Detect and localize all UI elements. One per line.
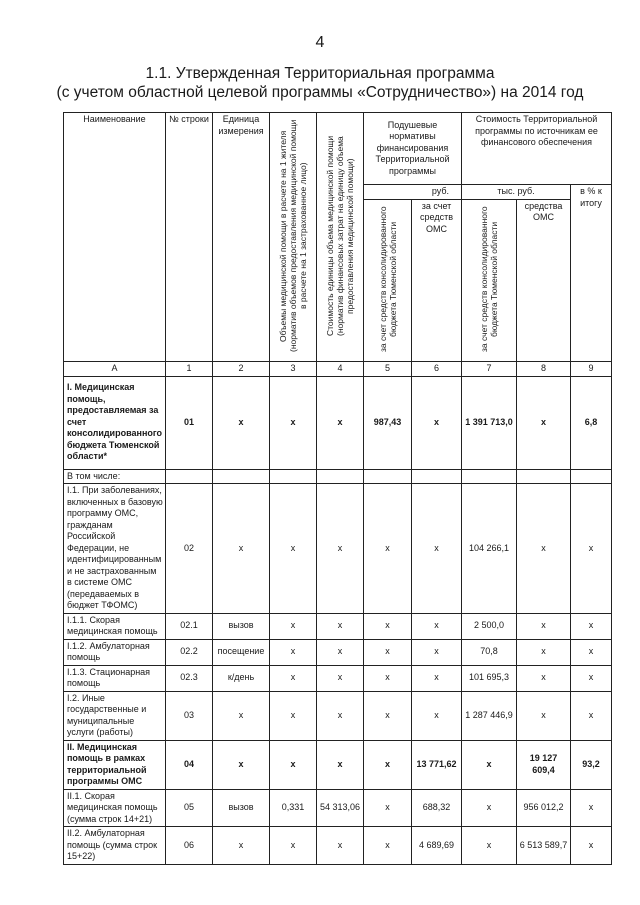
row-value-cell: вызов — [213, 613, 270, 639]
row-value-cell: 70,8 — [462, 639, 517, 665]
header-cost: Стоимость единицы объема медицинской помощи (норматив финансовых затрат на единицу объема предоставления медицинской помощи) — [317, 113, 364, 362]
column-numbers-row — [64, 362, 612, 377]
row-value-cell: х — [270, 827, 317, 865]
row-value-cell: х — [364, 691, 412, 740]
row-value-cell: х — [317, 376, 364, 469]
row-value-cell — [412, 469, 462, 484]
row-name-cell: I.1.1. Скорая медицинская помощь — [64, 613, 166, 639]
document-title — [0, 64, 640, 102]
row-value-cell: х — [364, 484, 412, 614]
row-value-cell: х — [517, 665, 571, 691]
row-value-cell: 02.2 — [166, 639, 213, 665]
row-value-cell: х — [213, 484, 270, 614]
row-value-cell: х — [270, 484, 317, 614]
row-value-cell: х — [364, 827, 412, 865]
program-table — [63, 112, 612, 865]
row-value-cell: 02.3 — [166, 665, 213, 691]
row-name-cell: II.1. Скорая медицинская помощь (сумма строк 14+21) — [64, 789, 166, 827]
col-num: 8 — [517, 362, 571, 377]
header-rub: руб. — [364, 185, 462, 200]
col-num: 1 — [166, 362, 213, 377]
col-num: 5 — [364, 362, 412, 377]
row-value-cell: 05 — [166, 789, 213, 827]
row-value-cell: 104 266,1 — [462, 484, 517, 614]
row-name-cell: I.1.3. Стационарная помощь — [64, 665, 166, 691]
row-value-cell: 6,8 — [571, 376, 612, 469]
row-value-cell: х — [517, 484, 571, 614]
row-value-cell: вызов — [213, 789, 270, 827]
col-num: А — [64, 362, 166, 377]
table-row — [64, 827, 612, 865]
row-value-cell: х — [462, 740, 517, 789]
row-name-cell: II.2. Амбулаторная помощь (сумма строк 15+22) — [64, 827, 166, 865]
row-value-cell — [517, 469, 571, 484]
row-value-cell: х — [412, 639, 462, 665]
row-value-cell — [270, 469, 317, 484]
table-row — [64, 469, 612, 484]
col-num: 6 — [412, 362, 462, 377]
col-num: 9 — [571, 362, 612, 377]
table-row — [64, 740, 612, 789]
row-value-cell — [571, 469, 612, 484]
row-value-cell: 6 513 589,7 — [517, 827, 571, 865]
row-value-cell: х — [364, 639, 412, 665]
row-value-cell: х — [412, 376, 462, 469]
col-num: 2 — [213, 362, 270, 377]
table-body — [64, 376, 612, 864]
row-name-cell: I.2. Иные государственные и муниципальные услуги (работы) — [64, 691, 166, 740]
row-value-cell: х — [364, 665, 412, 691]
table-row — [64, 613, 612, 639]
header-pct: в % к итогу — [571, 185, 612, 362]
row-value-cell: 688,32 — [412, 789, 462, 827]
table-row — [64, 789, 612, 827]
col-num: 3 — [270, 362, 317, 377]
row-value-cell: х — [270, 740, 317, 789]
header-name: Наименование — [64, 113, 166, 362]
row-value-cell: х — [270, 691, 317, 740]
header-budget-thous: за счет средств консолидированного бюджета Тюменской области — [462, 199, 517, 362]
row-value-cell: х — [270, 613, 317, 639]
table-row — [64, 484, 612, 614]
row-value-cell: х — [317, 827, 364, 865]
row-value-cell: 04 — [166, 740, 213, 789]
header-total-cost: Стоимость Территориальной программы по источникам ее финансового обеспечения — [462, 113, 612, 185]
row-value-cell: х — [412, 665, 462, 691]
header-row-no: № строки — [166, 113, 213, 362]
row-value-cell: 54 313,06 — [317, 789, 364, 827]
row-value-cell: х — [462, 827, 517, 865]
row-value-cell: 2 500,0 — [462, 613, 517, 639]
row-value-cell: х — [270, 376, 317, 469]
row-value-cell: х — [317, 665, 364, 691]
row-value-cell: х — [517, 639, 571, 665]
row-value-cell: х — [364, 740, 412, 789]
row-value-cell: 0,331 — [270, 789, 317, 827]
row-value-cell: х — [412, 691, 462, 740]
row-value-cell — [462, 469, 517, 484]
row-value-cell: х — [571, 639, 612, 665]
col-num: 7 — [462, 362, 517, 377]
row-value-cell: х — [364, 789, 412, 827]
row-value-cell: 1 287 446,9 — [462, 691, 517, 740]
row-value-cell — [364, 469, 412, 484]
row-value-cell: х — [571, 789, 612, 827]
row-value-cell: х — [462, 789, 517, 827]
row-value-cell: х — [213, 376, 270, 469]
row-value-cell: 1 391 713,0 — [462, 376, 517, 469]
header-unit: Единица измерения — [213, 113, 270, 362]
row-value-cell: х — [317, 691, 364, 740]
row-value-cell: х — [412, 484, 462, 614]
row-value-cell: х — [317, 613, 364, 639]
row-value-cell: посещение — [213, 639, 270, 665]
row-value-cell: 987,43 — [364, 376, 412, 469]
row-name-cell: I.1. При заболеваниях, включенных в базовую программу ОМС, гражданам Российской Федерации, не идентифицированным и не застрахованным в системе ОМС (передаваемых в бюджет ТФОМС) — [64, 484, 166, 614]
header-oms-thous: средства ОМС — [517, 199, 571, 362]
row-value-cell: х — [270, 639, 317, 665]
row-value-cell: х — [213, 740, 270, 789]
row-value-cell — [213, 469, 270, 484]
row-value-cell: х — [317, 740, 364, 789]
row-value-cell: 4 689,69 — [412, 827, 462, 865]
row-value-cell: х — [317, 639, 364, 665]
header-budget-rub: за счет средств консолидированного бюджета Тюменской области — [364, 199, 412, 362]
row-name-cell: I. Медицинская помощь, предоставляемая за счет консолидированного бюджета Тюменской области* — [64, 376, 166, 469]
row-name-cell: I.1.2. Амбулаторная помощь — [64, 639, 166, 665]
row-value-cell — [166, 469, 213, 484]
row-name-cell: В том числе: — [64, 469, 166, 484]
table-row — [64, 665, 612, 691]
row-value-cell: х — [412, 613, 462, 639]
row-value-cell: 19 127 609,4 — [517, 740, 571, 789]
row-value-cell: 02.1 — [166, 613, 213, 639]
table-row — [64, 691, 612, 740]
row-value-cell: 01 — [166, 376, 213, 469]
header-per-capita: Подушевые нормативы финансирования Территориальной программы — [364, 113, 462, 185]
table-row — [64, 639, 612, 665]
row-value-cell: х — [317, 484, 364, 614]
row-value-cell: х — [364, 613, 412, 639]
header-thous-rub: тыс. руб. — [462, 185, 571, 200]
table-header — [64, 113, 612, 377]
row-value-cell: 06 — [166, 827, 213, 865]
row-value-cell: 02 — [166, 484, 213, 614]
row-value-cell: 03 — [166, 691, 213, 740]
header-oms-rub: за счет средств ОМС — [412, 199, 462, 362]
row-value-cell: х — [517, 613, 571, 639]
header-volume: Объемы медицинской помощи в расчете на 1 жителя (норматив объемов предоставления медицинской помощи в расчете на 1 застрахованное лицо) — [270, 113, 317, 362]
row-value-cell: х — [517, 376, 571, 469]
page-number: 4 — [315, 34, 325, 51]
table-row — [64, 376, 612, 469]
row-value-cell — [317, 469, 364, 484]
row-name-cell: II. Медицинская помощь в рамках территориальной программы ОМС — [64, 740, 166, 789]
row-value-cell: х — [571, 665, 612, 691]
title-line-1: 1.1. Утвержденная Территориальная программа — [145, 65, 495, 82]
row-value-cell: х — [571, 691, 612, 740]
row-value-cell: х — [571, 613, 612, 639]
title-line-2: (с учетом областной целевой программы «Сотрудничество») на 2014 год — [56, 84, 584, 101]
row-value-cell: х — [571, 484, 612, 614]
row-value-cell: х — [270, 665, 317, 691]
row-value-cell: х — [213, 691, 270, 740]
col-num: 4 — [317, 362, 364, 377]
row-value-cell: х — [571, 827, 612, 865]
row-value-cell: 956 012,2 — [517, 789, 571, 827]
row-value-cell: 93,2 — [571, 740, 612, 789]
row-value-cell: х — [517, 691, 571, 740]
row-value-cell: х — [213, 827, 270, 865]
row-value-cell: 13 771,62 — [412, 740, 462, 789]
row-value-cell: 101 695,3 — [462, 665, 517, 691]
row-value-cell: к/день — [213, 665, 270, 691]
